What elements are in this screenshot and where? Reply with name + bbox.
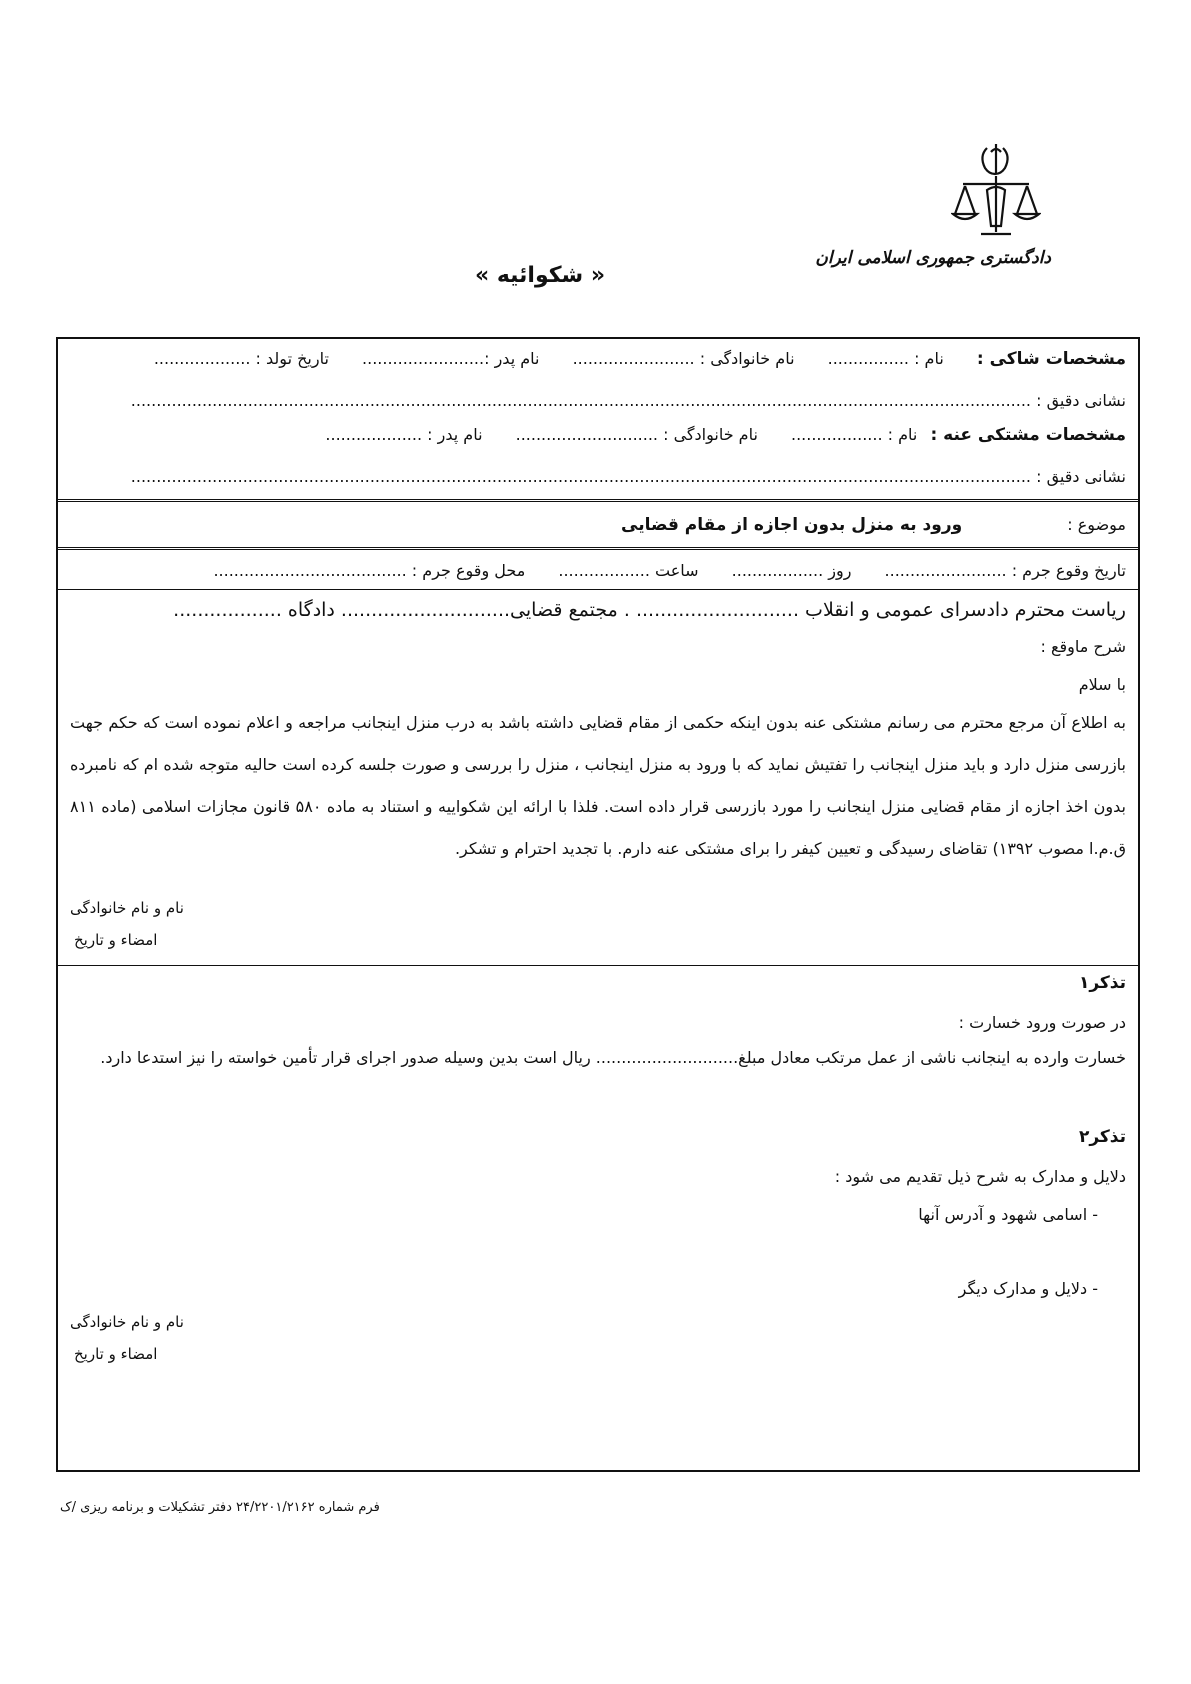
complainant-name-field[interactable]: نام : ................ (827, 349, 944, 368)
accused-father-field[interactable]: نام پدر : ................... (325, 425, 483, 444)
accused-family-field[interactable]: نام خانوادگی : ............................ (515, 425, 758, 444)
signature2-block (70, 1313, 270, 1363)
section-divider (58, 589, 1138, 590)
subject-row (70, 515, 1126, 535)
complainant-label: مشخصات شاکی : (976, 349, 1126, 369)
note1-text: خسارت وارده به اینجانب ناشی از عمل مرتکب معادل مبلغ............................ ریال است بدین وسیله صدور اجرای قرار تأمین خواسته را نیز استدعا دارد. (100, 1048, 1126, 1067)
complainant-address-field[interactable]: نشانی دقیق : ................................................................................................................................................................................. (130, 391, 1126, 410)
complainant-family-field[interactable]: نام خانوادگی : ........................ (572, 349, 795, 368)
note2-item: - دلایل و مدارک دیگر (958, 1279, 1098, 1298)
complaint-body-text: به اطلاع آن مرجع محترم می رسانم مشتکی عنه بدون اینکه حکمی از مقام قضایی داشته باشد به درب منزل اینجانب مراجعه و اعلام نموده است که حکم جهت بازرسی منزل دارد و باید منزل اینجانب را تفتیش نماید که با ورود به منزل اینجانب ، منزل را بررسی و صورت جلسه کرده است حالیه متوجه شده ام که نامبرده بدون اخذ اجازه از مقام قضایی منزل اینجانب را مورد بازرسی قرار داده است. فلذا با ارائه این شکواییه و استناد به ماده ۵۸۰ قانون مجازات اسلامی (ماده ۸۱۱ ق.م.ا مصوب ۱۳۹۲) تقاضای رسیدگی و تعیین کیفر را برای مشتکی عنه دارم. با تجدید احترام و تشکر. (70, 713, 1126, 858)
signature2-sign[interactable]: امضاء و تاریخ (74, 1345, 158, 1363)
note2-line1: دلایل و مدارک به شرح ذیل تقدیم می شود : (834, 1167, 1126, 1186)
addressee-line[interactable]: ریاست محترم دادسرای عمومی و انقلاب ........................... . مجتمع قضایی............................ دادگاه .................. (173, 599, 1126, 621)
subject-value: ورود به منزل بدون اجازه از مقام قضایی (621, 515, 963, 535)
crime-place-field[interactable]: محل وقوع جرم : ...................................... (213, 561, 526, 580)
signature1-block (70, 899, 270, 949)
signature1-sign[interactable]: امضاء و تاریخ (74, 931, 158, 949)
organization-name: دادگستری جمهوری اسلامی ایران (815, 248, 1051, 268)
note2-title: تذکر۲ (1078, 1127, 1126, 1147)
complaint-form-frame (56, 337, 1140, 1472)
section-divider (58, 499, 1138, 502)
form-number-footer: فرم شماره ۲۴/۲۲۰۱/۲۱۶۲ دفتر تشکیلات و برنامه ریزی /ک (60, 1500, 380, 1515)
description-label: شرح ماوقع : (1040, 637, 1126, 656)
accused-name-field[interactable]: نام : .................. (791, 425, 918, 444)
accused-row (70, 425, 1126, 445)
accused-label: مشخصات مشتکی عنه : (930, 425, 1126, 445)
complainant-row (70, 349, 1126, 369)
subject-label: موضوع : (1067, 515, 1126, 534)
signature2-name[interactable]: نام و نام خانوادگی (70, 1313, 184, 1331)
judiciary-emblem-icon (951, 140, 1041, 250)
accused-address-field[interactable]: نشانی دقیق : ................................................................................................................................................................................. (130, 467, 1126, 486)
signature1-name[interactable]: نام و نام خانوادگی (70, 899, 184, 917)
crime-row (70, 561, 1126, 580)
note1-title: تذکر۱ (1078, 973, 1126, 993)
greeting: با سلام (1078, 675, 1126, 694)
crime-date-field[interactable]: تاریخ وقوع جرم : ........................ (884, 561, 1126, 580)
form-title: « شکوائیه » (474, 263, 606, 288)
crime-hour-field[interactable]: ساعت .................. (558, 561, 699, 580)
complainant-birth-field[interactable]: تاریخ تولد : ................... (153, 349, 329, 368)
crime-day-field[interactable]: روز .................. (731, 561, 852, 580)
complainant-father-field[interactable]: نام پدر :........................ (362, 349, 540, 368)
note2-item: - اسامی شهود و آدرس آنها (918, 1205, 1098, 1224)
section-divider (58, 547, 1138, 550)
section-divider (58, 965, 1138, 966)
note1-line1: در صورت ورود خسارت : (958, 1013, 1126, 1032)
